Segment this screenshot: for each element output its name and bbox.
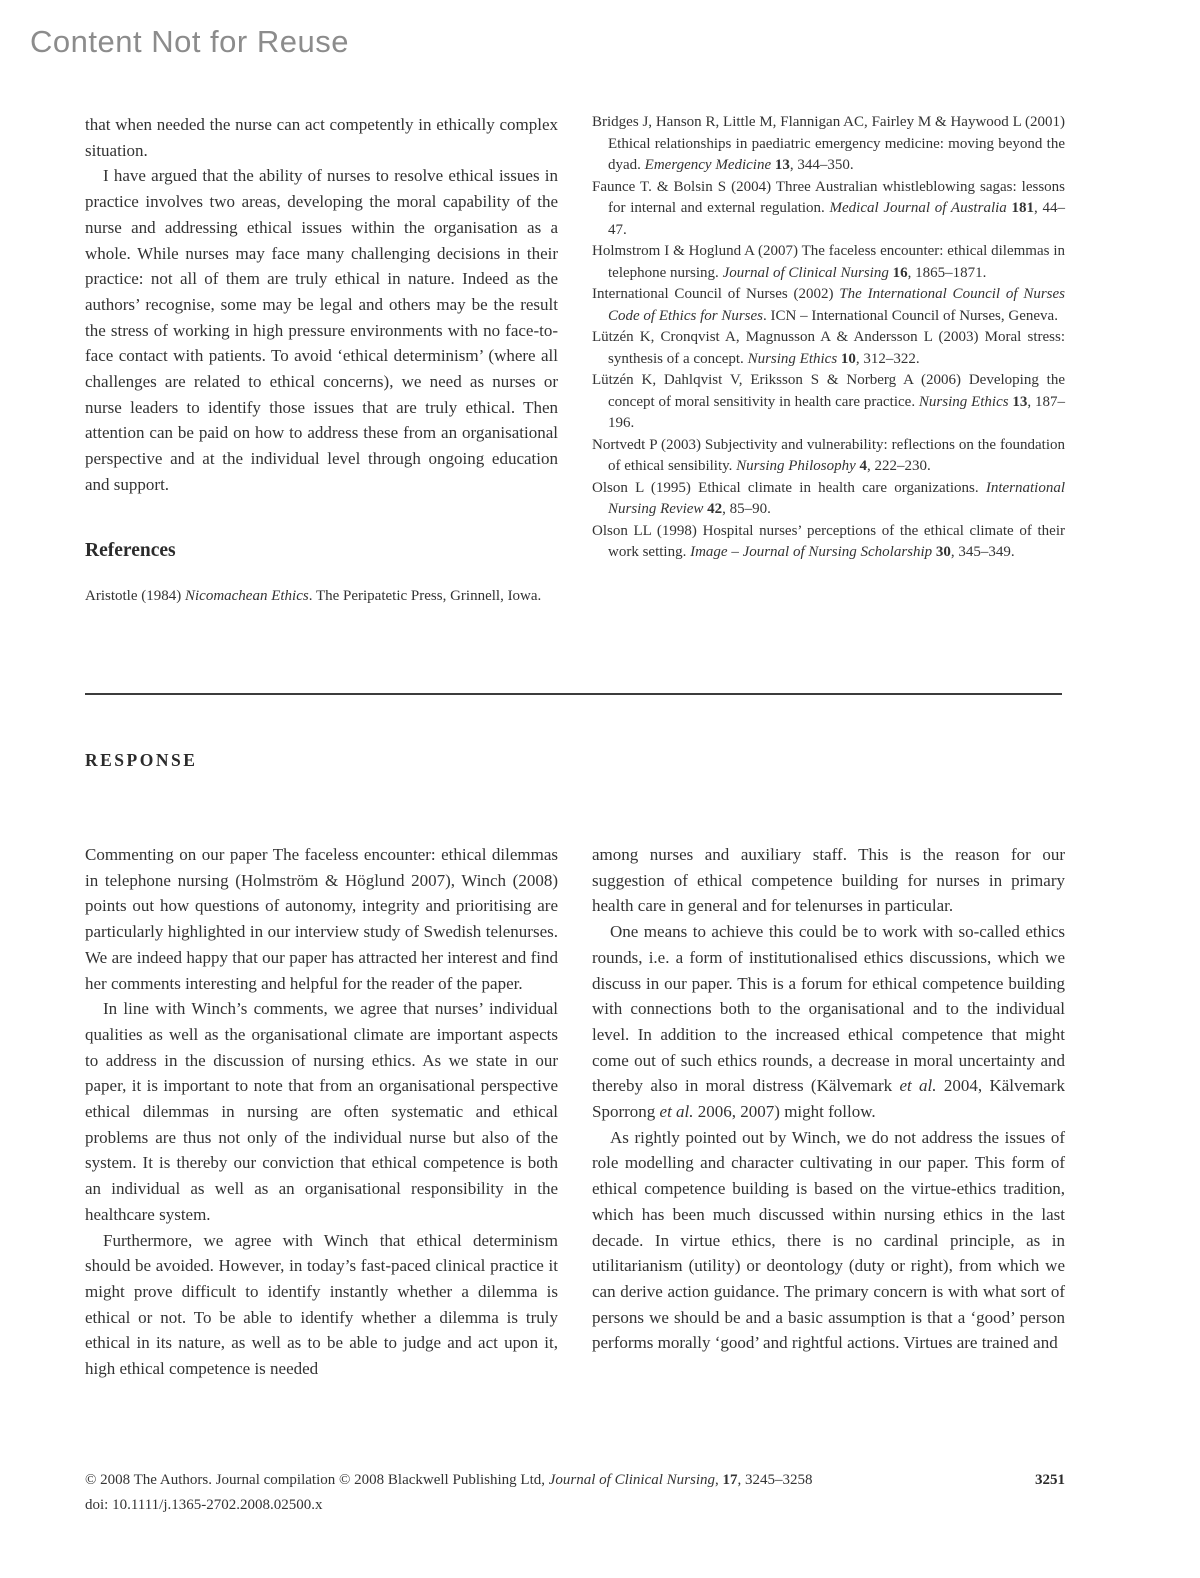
page-footer (85, 1468, 1065, 1517)
left-column (85, 842, 558, 1382)
left-column (85, 112, 558, 607)
reference-item: Olson L (1995) Ethical climate in health care organizations. International Nursing Review 42, 85–90. (592, 479, 1065, 517)
watermark-text: Content Not for Reuse (30, 24, 349, 59)
reference-item: Faunce T. & Bolsin S (2004) Three Australian whistleblowing sagas: lessons for internal and external regulation. Medical Journal of Australia 181, 44–47. (592, 178, 1066, 238)
section-divider (85, 693, 1062, 695)
reference-item: Bridges J, Hanson R, Little M, Flannigan AC, Fairley M & Haywood L (2001) Ethical relationships in paediatric emergency medicine: moving beyond the dyad. Emergency Medicine 13, 344–350. (592, 114, 1065, 173)
commentary-paragraph: that when needed the nurse can act competently in ethically complex situation. (85, 115, 558, 160)
reference-item: Nortvedt P (2003) Subjectivity and vulnerability: reflections on the foundation of ethical sensibility. Nursing Philosophy 4, 222–230. (592, 436, 1065, 474)
response-paragraph: among nurses and auxiliary staff. This is the reason for our suggestion of ethical competence building for nurses in primary health care in general and for telenurses in particular. (592, 845, 1065, 916)
response-paragraph: Furthermore, we agree with Winch that ethical determinism should be avoided. However, in today’s fast-paced clinical practice it might prove difficult to identify instantly whether a dilemma is ethical or not. To be able to identify whether a dilemma is truly ethical in its nature, as well as to be able to judge and act upon it, high ethical competence is needed (85, 1230, 558, 1379)
right-column (592, 112, 1065, 607)
copyright-block (85, 1468, 813, 1517)
reference-item: Lützén K, Dahlqvist V, Eriksson S & Norberg A (2006) Developing the concept of moral sensitivity in health care practice. Nursing Ethics 13, 187–196. (592, 372, 1065, 431)
response-paragraph: In line with Winch’s comments, we agree that nurses’ individual qualities as well as the organisational climate are important aspects to address in the discussion of nursing ethics. As we state in our paper, it is important to note that from an organisational perspective ethical dilemmas in nursing are often systematic and ethical problems are thus not only of the individual nurse but also of the system. It is thereby our conviction that ethical competence is both an individual as well as an organisational responsibility in the healthcare system. (85, 999, 558, 1224)
reference-item: Lützén K, Cronqvist A, Magnusson A & Andersson L (2003) Moral stress: synthesis of a concept. Nursing Ethics 10, 312–322. (592, 329, 1065, 367)
response-heading: RESPONSE (85, 750, 198, 770)
commentary-paragraph: I have argued that the ability of nurses to resolve ethical issues in practice involves two areas, developing the moral capability of the nurse and addressing ethical issues within the organisation as a whole. While nurses may face many challenging decisions in their practice: not all of them are truly ethical in nature. Indeed as the authors’ recognise, some may be legal and others may be the result the stress of working in high pressure environments with no face-to-face contact with patients. To avoid ‘ethical determinism’ (where all challenges are related to ethical concerns), we need as nurses or nurse leaders to identify those issues that are truly ethical. Then attention can be paid on how to address these from an organisational perspective and at the individual level through ongoing education and support. (85, 166, 558, 494)
references-heading: References (85, 539, 176, 561)
reference-item: Aristotle (1984) Nicomachean Ethics. The Peripatetic Press, Grinnell, Iowa. (85, 587, 542, 604)
copyright-line: © 2008 The Authors. Journal compilation © 2008 Blackwell Publishing Ltd, Journal of Clinical Nursing, 17, 3245–3258 (85, 1472, 813, 1488)
response-paragraph: One means to achieve this could be to work with so-called ethics rounds, i.e. a form of institutionalised ethics discussions, which we discuss in our paper. This is a forum for ethical competence building with connections both to the organisational and to the individual level. In addition to the increased ethical competence that might come out of such ethics rounds, a decrease in moral uncertainty and thereby also in moral distress (Kälvemark et al. 2004, Kälvemark Sporrong et al. 2006, 2007) might follow. (592, 922, 1065, 1122)
right-column (592, 842, 1065, 1382)
response-paragraph: Commenting on our paper The faceless encounter: ethical dilemmas in telephone nursing (Holmström & Höglund 2007), Winch (2008) points out how questions of autonomy, integrity and prioritising are particularly highlighted in our interview study of Swedish telenurses. We are indeed happy that our paper has attracted her interest and find her comments interesting and helpful for the reader of the paper. (85, 845, 558, 993)
reference-item: International Council of Nurses (2002) The International Council of Nurses Code of Ethics for Nurses. ICN – International Council of Nurses, Geneva. (592, 286, 1066, 324)
page-number: 3251 (1035, 1472, 1065, 1488)
response-section (85, 842, 1065, 1382)
reference-item: Holmstrom I & Hoglund A (2007) The faceless encounter: ethical dilemmas in telephone nursing. Journal of Clinical Nursing 16, 1865–1871. (592, 243, 1065, 281)
reference-item: Olson LL (1998) Hospital nurses’ perceptions of the ethical climate of their work setting. Image – Journal of Nursing Scholarship 30, 345–349. (592, 522, 1065, 560)
commentary-and-references-section (85, 112, 1065, 607)
response-paragraph: As rightly pointed out by Winch, we do not address the issues of role modelling and character cultivating in our paper. This form of ethical competence building is based on the virtue-ethics tradition, which has been much discussed within nursing ethics in the last decade. In virtue ethics, there is no cardinal principle, as in utilitarianism (utility) or deontology (duty or right), from which we can derive action guidance. The primary concern is with what sort of persons we should be and a basic assumption is that a ‘good’ person performs morally ‘good’ and rightful actions. Virtues are trained and (592, 1127, 1065, 1353)
doi-line: doi: 10.1111/j.1365-2702.2008.02500.x (85, 1496, 323, 1513)
